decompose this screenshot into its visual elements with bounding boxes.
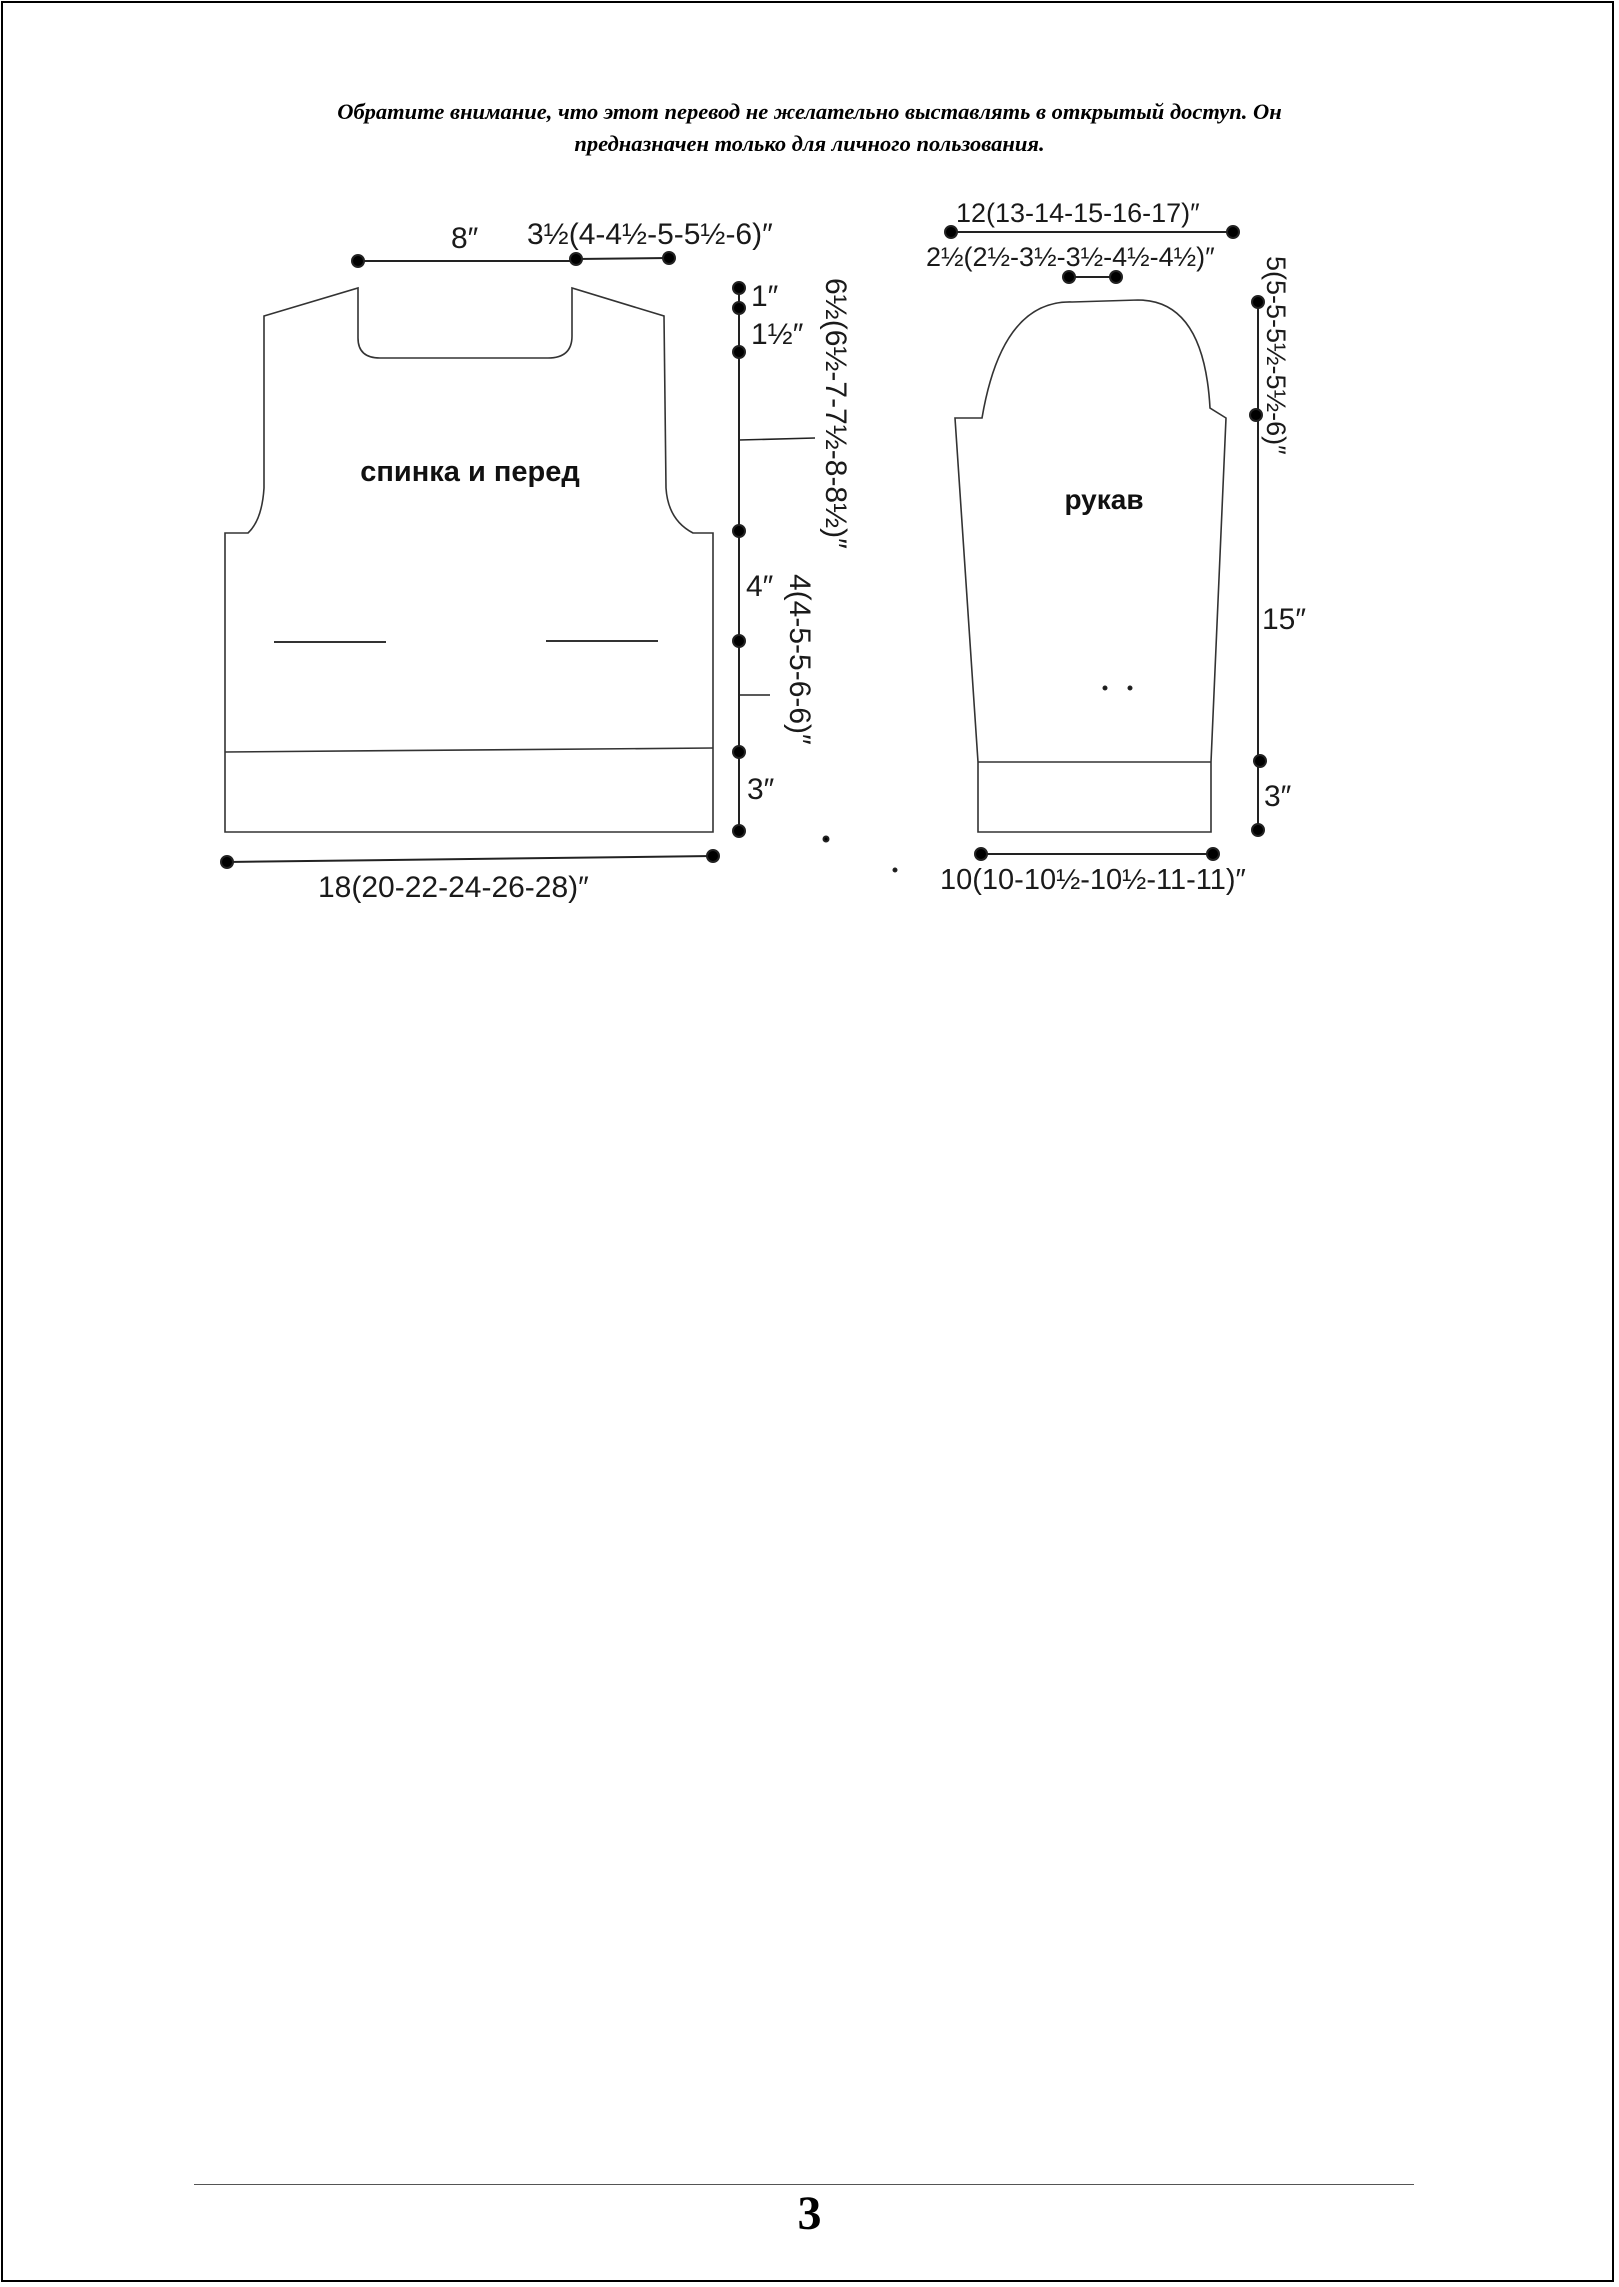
dimension-dot (352, 255, 364, 267)
body-neck-drop-dim: 1″ (751, 280, 779, 313)
body-piece-diagram (225, 288, 713, 832)
sleeve-dimensions (894, 226, 1267, 872)
page-number: 3 (797, 2187, 822, 2240)
body-piece-label: спинка и перед (360, 456, 580, 488)
dimension-dot (975, 848, 987, 860)
sleeve-cuff-width-dim: 10(10-10½-10½-11-11)″ (940, 864, 1246, 896)
body-side-length-dim: 4(4-5-5-6-6)″ (783, 574, 816, 745)
notice-line-2: предназначен только для личного пользования. (574, 131, 1045, 156)
sleeve-piece-label: рукав (1064, 484, 1144, 515)
dimension-dot (1110, 271, 1122, 283)
dimension-dot (1252, 824, 1264, 836)
dimension-dot (733, 746, 745, 758)
dimension-dot (663, 252, 675, 264)
body-width-dim: 18(20-22-24-26-28)″ (318, 871, 589, 904)
sleeve-length-dim: 15″ (1262, 603, 1306, 636)
dimension-dot (733, 282, 745, 294)
dimension-dot (733, 825, 745, 837)
sleeve-cap-top-dim: 2½(2½-3½-3½-4½-4½)″ (926, 242, 1215, 272)
dimension-dot (733, 525, 745, 537)
dimension-dot (1227, 226, 1239, 238)
body-rib-depth-dim: 3″ (747, 773, 775, 806)
dimension-dot (221, 856, 233, 868)
sleeve-cuff-depth-dim: 3″ (1264, 780, 1292, 813)
dimension-dot (733, 302, 745, 314)
body-armhole-depth-dim: 6½(6½-7-7½-8-8½)″ (819, 278, 852, 549)
body-pocket-depth-dim: 4″ (746, 570, 774, 603)
body-rib-line (225, 748, 713, 752)
body-neck-edge-dim: 1½″ (751, 318, 804, 351)
body-neck-width-dim: 3½(4-4½-5-5½-6)″ (527, 218, 773, 251)
dimension-dot (733, 346, 745, 358)
dimension-dot (1254, 755, 1266, 767)
footer-divider (194, 2184, 1414, 2185)
dimension-dot (707, 850, 719, 862)
notice-line-1: Обратите внимание, что этот перевод не желательно выставлять в открытый доступ. Он (337, 99, 1282, 124)
sleeve-cap-height-dim: 5(5-5-5½-5½-6)″ (1261, 256, 1291, 455)
body-shoulder-dim: 8″ (451, 222, 479, 255)
dimension-dot (1207, 848, 1219, 860)
sleeve-outline (955, 300, 1226, 832)
dimension-dot (1063, 271, 1075, 283)
dimension-dot (1250, 409, 1262, 421)
dimension-dot (570, 253, 582, 265)
body-dimensions (221, 252, 829, 868)
dimension-dot (733, 635, 745, 647)
sleeve-piece-diagram (955, 300, 1226, 832)
sleeve-top-width-dim: 12(13-14-15-16-17)″ (956, 198, 1200, 228)
